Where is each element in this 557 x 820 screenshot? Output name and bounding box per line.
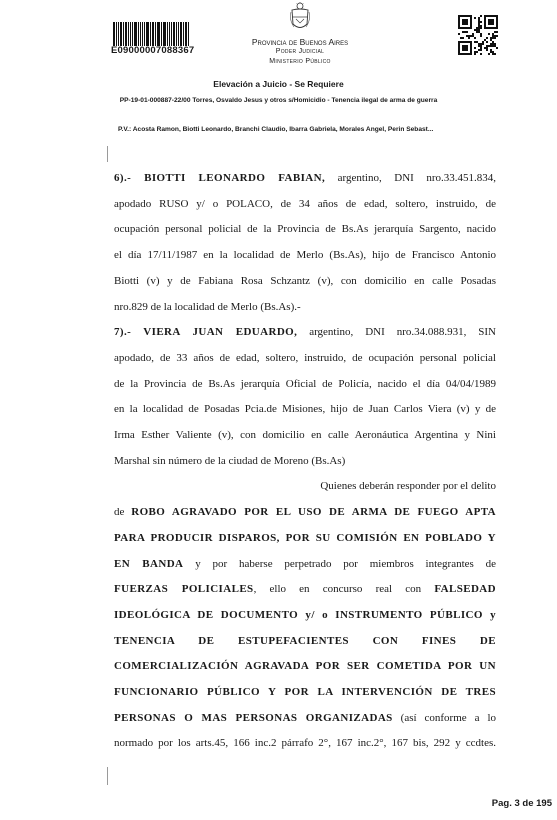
qr-module — [476, 51, 478, 53]
charge-text: PERSONAS O MAS PERSONAS ORGANIZADAS — [114, 711, 393, 724]
qr-module — [490, 51, 492, 53]
qr-module — [480, 21, 482, 23]
org-judicial-power: Poder Judicial — [275, 48, 325, 55]
qr-module — [458, 15, 460, 29]
qr-module — [488, 53, 490, 55]
barcode-bar — [152, 22, 154, 46]
document-title: Elevación a Juicio - Se Requiere — [213, 79, 344, 89]
qr-module — [492, 41, 494, 43]
qr-module — [480, 53, 482, 55]
barcode-bar — [140, 22, 141, 46]
organization-block — [220, 37, 380, 67]
argentine-seal-icon — [289, 2, 311, 32]
qr-module — [480, 25, 482, 27]
text-line: ocupación personal policial de la Provincia de Bs.As jerarquía Sargento, nacido — [114, 223, 496, 236]
qr-module — [480, 45, 482, 47]
page-number: Pag. 3 de 195 — [491, 798, 552, 809]
text-line — [114, 680, 496, 706]
barcode-bar — [144, 22, 145, 46]
qr-module — [472, 35, 474, 37]
qr-module — [494, 43, 496, 45]
barcode-bar — [123, 22, 124, 46]
barcode-bar — [188, 22, 189, 46]
barcode-bar — [183, 22, 184, 46]
qr-module — [470, 15, 472, 29]
charge-text: PARA PRODUCIR DISPAROS, POR SU COMISIÓN EN POBLADO Y — [114, 531, 496, 544]
barcode-bar — [130, 22, 131, 46]
qr-module — [480, 47, 482, 49]
qr-module — [494, 53, 496, 55]
text-line: Irma Esther Valiente (v), con domicilio en calle Aeronáutica Argentina y Nini — [114, 429, 496, 442]
qr-module — [496, 15, 498, 29]
margin-rule — [107, 146, 108, 162]
charge-text: FUNCIONARIO PÚBLICO Y POR LA INTERVENCIÓN DE TRES — [114, 686, 496, 699]
barcode-bar — [169, 22, 170, 46]
charge-text: TENENCIA DE ESTUPEFACIENTES CON FINES DE — [114, 634, 496, 647]
qr-module — [478, 25, 480, 27]
qr-module — [492, 43, 494, 45]
barcode-bar — [167, 22, 169, 46]
qr-module — [492, 33, 494, 35]
org-province: Provincia de Buenos Aires — [251, 37, 349, 47]
text-line: apodado RUSO y/ o POLACO, de 34 años de edad, soltero, instruido, de — [114, 197, 496, 210]
text-line — [114, 603, 496, 629]
charge-text: FALSEDAD — [434, 583, 496, 596]
text-span: argentino, DNI nro.34.088.931, SIN — [297, 326, 496, 339]
barcode-bar — [176, 22, 177, 46]
qr-module — [484, 39, 486, 41]
qr-module — [462, 19, 468, 25]
barcode-icon — [113, 22, 189, 46]
qr-module — [492, 35, 494, 37]
text-line — [114, 526, 496, 552]
text-span: , ello en concurso real con — [253, 583, 435, 596]
text-span: argentino, DNI nro.33.451.834, — [325, 172, 496, 184]
charge-text: EN BANDA — [114, 557, 184, 570]
barcode-bar — [150, 22, 151, 46]
qr-module — [486, 45, 488, 47]
text-line — [114, 577, 496, 603]
text-line: Marshal sin número de la ciudad de Moreno (Bs.As) — [114, 454, 346, 467]
charge-text: COMERCIALIZACIÓN AGRAVADA POR SER COMETIDA POR UN — [114, 660, 496, 673]
qr-module — [468, 37, 470, 39]
qr-module — [468, 35, 470, 37]
text-line: de la Provincia de Bs.As jerarquía Oficial de Policía, nacido el día 04/04/1989 — [114, 377, 496, 390]
qr-module — [466, 31, 468, 33]
barcode-bar — [173, 22, 175, 46]
barcode-bar — [132, 22, 134, 46]
qr-module — [488, 45, 490, 47]
qr-module — [496, 31, 498, 33]
qr-module — [480, 49, 482, 51]
qr-module — [480, 33, 482, 35]
barcode-bar — [163, 22, 166, 46]
barcode-bar — [142, 22, 144, 46]
qr-module — [458, 15, 472, 17]
qr-module — [494, 45, 496, 47]
qr-module — [458, 53, 472, 55]
qr-module — [478, 21, 480, 23]
barcode-bar — [158, 22, 160, 46]
text-line: normado por los arts.45, 166 inc.2 párrafo 2°, 167 inc.2°, 167 bis, 292 y ccdtes. — [114, 737, 496, 750]
qr-module — [474, 53, 476, 55]
qr-module — [478, 45, 480, 47]
qr-module — [492, 45, 494, 47]
margin-rule — [107, 767, 108, 785]
qr-module — [478, 49, 480, 51]
qr-module — [492, 53, 494, 55]
qr-module — [478, 31, 480, 33]
qr-module — [462, 45, 468, 51]
qr-module — [464, 31, 466, 33]
qr-module — [472, 33, 474, 35]
defendant-name: 6).- BIOTTI LEONARDO FABIAN, — [114, 172, 326, 184]
qr-module — [492, 51, 494, 53]
qr-module — [476, 41, 478, 43]
qr-module — [486, 37, 488, 39]
qr-module — [486, 49, 488, 51]
qr-module — [490, 43, 492, 45]
document-body — [114, 166, 496, 757]
qr-module — [478, 19, 480, 21]
qr-module — [484, 15, 498, 17]
qr-module — [482, 41, 484, 43]
qr-module — [496, 47, 498, 49]
text-line: el día 17/11/1987 en la localidad de Merlo (Bs.As), hijo de Francisco Antonio — [114, 249, 496, 262]
text-line: en la localidad de Posadas Pcia.de Misiones, hijo de Juan Carlos Viera (v) y de — [114, 403, 496, 416]
qr-module — [494, 31, 496, 33]
text-line — [114, 629, 496, 655]
text-line — [114, 552, 496, 578]
qr-module — [478, 23, 480, 25]
text-line — [114, 320, 496, 346]
qr-module — [460, 37, 462, 39]
qr-module — [490, 39, 492, 41]
barcode-bar — [113, 22, 115, 46]
qr-module — [474, 29, 476, 31]
qr-module — [478, 17, 480, 19]
qr-module — [484, 47, 486, 49]
text-span: (así conforme a lo — [392, 711, 496, 724]
qr-module — [496, 35, 498, 37]
barcode-bar — [138, 22, 139, 46]
qr-module — [488, 33, 490, 35]
qr-module — [484, 15, 486, 29]
qr-module — [478, 29, 480, 31]
qr-module — [474, 47, 476, 49]
qr-module — [466, 35, 468, 37]
qr-module — [462, 31, 464, 33]
text-line: apodado, de 33 años de edad, soltero, instruido, de ocupación personal policial — [114, 351, 496, 364]
text-line: Quienes deberán responder por el delito — [320, 480, 496, 493]
barcode-bar — [155, 22, 156, 46]
qr-module — [462, 37, 464, 39]
qr-module — [484, 27, 498, 29]
barcode-bar — [116, 22, 117, 46]
qr-module — [458, 41, 460, 55]
barcode-bar — [185, 22, 187, 46]
qr-module — [482, 43, 484, 45]
text-line — [114, 166, 496, 192]
qr-module — [494, 37, 496, 39]
qr-module — [480, 35, 482, 37]
qr-module — [492, 37, 494, 39]
qr-module — [488, 19, 494, 25]
qr-module — [486, 41, 488, 43]
qr-module — [474, 17, 476, 19]
barcode-bar — [180, 22, 183, 46]
case-line: PP-19-01-000887-22/00 Torres, Osvaldo Jesus y otros s/Homicidio - Tenencia ilegal de arma de guerra — [119, 97, 438, 104]
qr-module — [476, 29, 478, 31]
qr-module — [478, 27, 480, 29]
barcode-bar — [178, 22, 179, 46]
qr-module — [474, 41, 476, 43]
qr-module — [470, 41, 472, 55]
qr-module — [480, 43, 482, 45]
text-line — [114, 706, 496, 732]
barcode-bar — [120, 22, 123, 46]
qr-module — [490, 37, 492, 39]
barcode-bar — [134, 22, 137, 46]
qr-module — [470, 35, 472, 37]
text-line — [114, 500, 496, 526]
qr-code-icon — [458, 15, 498, 55]
qr-module — [458, 27, 472, 29]
org-public-ministry: Ministerio Público — [269, 58, 331, 65]
text-line: nro.829 de la localidad de Merlo (Bs.As).- — [114, 300, 301, 313]
pv-line: P.V.: Acosta Ramon, Biotti Leonardo, Branchi Claudio, Ibarra Gabriela, Morales Angel, Perin Sebast... — [118, 126, 434, 133]
qr-module — [474, 51, 476, 53]
qr-module — [458, 41, 472, 43]
qr-module — [490, 45, 492, 47]
qr-module — [480, 15, 482, 17]
defendant-name: 7).- VIERA JUAN EDUARDO, — [114, 326, 298, 339]
qr-module — [478, 43, 480, 45]
text-span: de — [114, 506, 132, 519]
charge-text: FUERZAS POLICIALES — [114, 583, 254, 596]
qr-module — [490, 49, 492, 51]
barcode-bar — [125, 22, 127, 46]
barcode-bar — [161, 22, 162, 46]
barcode-bar — [118, 22, 119, 46]
qr-module — [476, 31, 478, 33]
text-line: Biotti (v) y de Fabiana Rosa Schzantz (v), con domicilio en calle Posadas — [114, 274, 496, 287]
barcode-bar — [157, 22, 158, 46]
qr-module — [476, 27, 478, 29]
barcode-number: E09000007088367 — [111, 45, 195, 56]
text-line — [114, 654, 496, 680]
barcode-bar — [128, 22, 129, 46]
qr-module — [474, 37, 476, 39]
barcode-bar — [146, 22, 149, 46]
text-span: y por haberse perpetrado por miembros integrantes de — [183, 557, 496, 570]
qr-module — [480, 27, 482, 29]
charge-text: IDEOLÓGICA DE DOCUMENTO y/ o INSTRUMENTO PÚBLICO y — [114, 608, 496, 621]
qr-module — [494, 35, 496, 37]
charge-text: ROBO AGRAVADO POR EL USO DE ARMA DE FUEGO APTA — [131, 506, 496, 519]
qr-module — [458, 33, 460, 35]
barcode-bar — [171, 22, 172, 46]
qr-module — [486, 47, 488, 49]
